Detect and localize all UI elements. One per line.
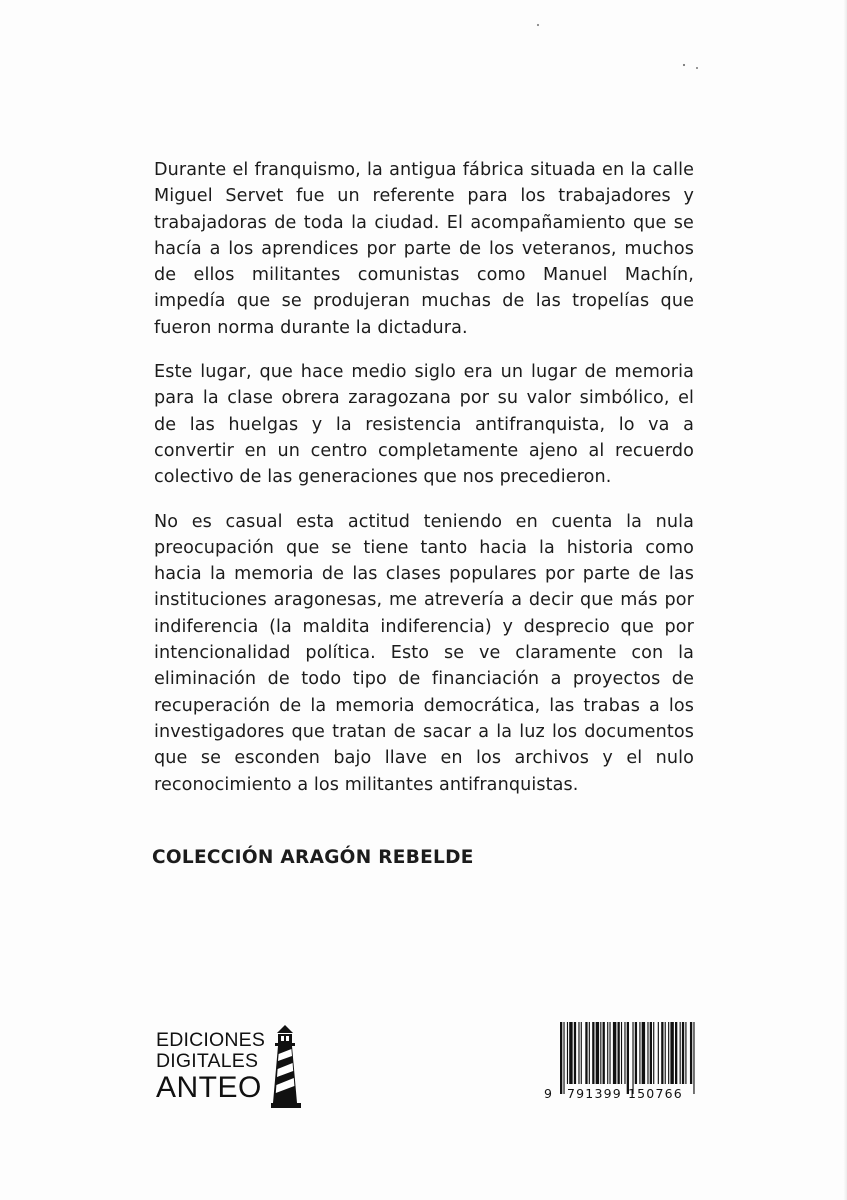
barcode-bar <box>682 1022 684 1084</box>
barcode-bar <box>653 1022 654 1084</box>
barcode-bar <box>650 1022 652 1084</box>
barcode-right-group: 150766 <box>628 1086 683 1101</box>
barcode-bar <box>596 1022 599 1084</box>
barcode-bar <box>665 1022 666 1084</box>
barcode-bar <box>613 1022 616 1084</box>
barcode-bar <box>585 1022 587 1084</box>
barcode-bar <box>567 1022 568 1084</box>
barcode-bar <box>621 1022 622 1084</box>
barcode-bar <box>685 1022 686 1084</box>
barcode-bar <box>618 1022 620 1084</box>
barcode-bar <box>607 1022 608 1084</box>
barcode-bar <box>690 1022 692 1084</box>
publisher-logo <box>156 1025 306 1110</box>
blurb-paragraph-3: No es casual esta actitud teniendo en cuenta la nula preocupación que se tiene tanto hacia la historia como hacia la memoria de las clases populares por parte de las instituciones aragonesas, me atrevería a decir que más por indiferencia (la maldita indiferencia) y desprecio que por intencionalidad política. Esto se ve claramente con la eliminación de todo tipo de financiación a proyectos de recuperación de la memoria democrática, las trabas a los investigadores que tratan de sacar a la luz los documentos que se esconden bajo llave en los archivos y el nulo reconocimiento a los militantes antifranquistas. <box>154 511 694 795</box>
barcode-bar <box>627 1022 629 1094</box>
barcode-bar <box>578 1022 579 1084</box>
barcode-bar <box>603 1022 605 1084</box>
barcode-bar <box>574 1022 576 1084</box>
barcode-bar <box>675 1022 677 1084</box>
barcode-bar <box>635 1022 637 1084</box>
barcode-left-group: 791399 <box>567 1086 622 1101</box>
barcode-bar <box>647 1022 648 1084</box>
lighthouse-icon <box>269 1025 305 1109</box>
barcode-bar <box>560 1022 562 1094</box>
barcode-bar <box>609 1022 610 1084</box>
barcode-bar <box>680 1022 681 1084</box>
barcode-bar <box>642 1022 645 1084</box>
barcode-bar <box>661 1022 663 1084</box>
logo-line-ediciones: EDICIONES <box>156 1029 266 1051</box>
barcode-bar <box>581 1022 582 1084</box>
barcode-bar <box>658 1022 659 1084</box>
barcode-bar <box>624 1022 625 1084</box>
barcode-bar <box>693 1022 694 1094</box>
blurb-paragraph-2: Este lugar, que hace medio siglo era un lugar de memoria para la clase obrera zaragozana por su valor simbólico, el de las huelgas y la resistencia antifranquista, lo va a convertir en un centro completamente ajeno al recuerdo colectivo de las generaciones que nos precedieron. <box>154 362 694 488</box>
logo-line-digitales: DIGITALES <box>156 1050 259 1072</box>
barcode-bar <box>632 1022 633 1094</box>
barcode-bar <box>592 1022 594 1084</box>
barcode-bar <box>668 1022 669 1084</box>
barcode-bar <box>639 1022 640 1084</box>
barcode-bar <box>670 1022 673 1084</box>
barcode-bar <box>569 1022 572 1084</box>
blurb-text <box>154 157 694 798</box>
blurb-paragraph-1: Durante el franquismo, la antigua fábrica situada en la calle Miguel Servet fue un referente para los trabajadores y trabajadoras de toda la ciudad. El acompañamiento que se hacía a los aprendices por parte de los veteranos, muchos de ellos militantes comunistas como Manuel Machín, impedía que se produjeran muchas de las tropelías que fueron norma durante la dictadura. <box>154 160 694 338</box>
barcode-bar <box>563 1022 564 1094</box>
collection-title: COLECCIÓN ARAGÓN REBELDE <box>152 847 474 868</box>
logo-line-anteo: ANTEO <box>156 1071 262 1104</box>
barcode-lead-digit: 9 <box>544 1086 552 1101</box>
barcode-bar <box>589 1022 590 1084</box>
barcode-bar <box>600 1022 601 1084</box>
isbn-barcode <box>540 1022 700 1108</box>
